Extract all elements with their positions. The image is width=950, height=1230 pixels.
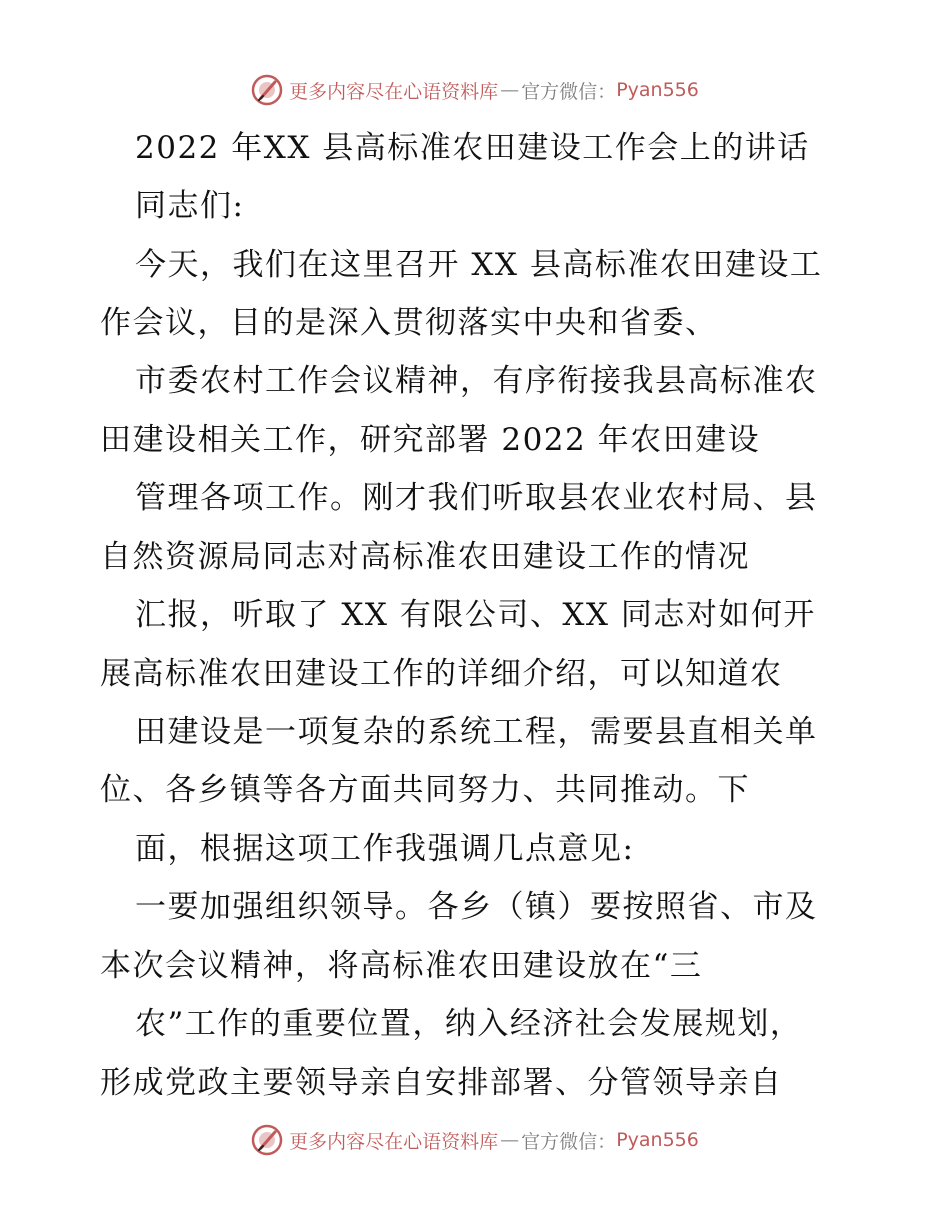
- text-line: 面，根据这项工作我强调几点意见:: [135, 831, 635, 867]
- watermark-separator: —: [500, 79, 520, 101]
- text-line: 展高标准农田建设工作的详细介绍，可以知道农: [100, 656, 783, 692]
- text-line: 今天，我们在这里召开 XX 县高标准农田建设工: [135, 247, 823, 283]
- text-line: 自然资源局同志对高标准农田建设工作的情况: [100, 539, 750, 575]
- watermark-text: 更多内容尽在心语资料库: [289, 80, 499, 103]
- watermark-text: 更多内容尽在心语资料库: [289, 1130, 499, 1153]
- watermark-footer: [0, 1120, 950, 1160]
- text-line: 管理各项工作。刚才我们听取县农业农村局、县: [135, 480, 818, 516]
- text-line: 农”工作的重要位置，纳入经济社会发展规划，: [135, 1006, 803, 1042]
- text-line: 作会议，目的是深入贯彻落实中央和省委、: [100, 305, 718, 341]
- watermark-contact-id: Pyan556: [616, 1129, 699, 1151]
- logo-icon: [251, 1124, 283, 1156]
- text-line: 田建设相关工作，研究部署 2022 年农田建设: [100, 422, 761, 458]
- watermark-separator: —: [500, 1129, 520, 1151]
- text-line: 汇报，听取了 XX 有限公司、XX 同志对如何开: [135, 597, 816, 633]
- text-line: 位、各乡镇等各方面共同努力、共同推动。下: [100, 772, 750, 808]
- document-title: 2022 年XX 县高标准农田建设工作会上的讲话: [135, 130, 810, 166]
- text-line: 田建设是一项复杂的系统工程，需要县直相关单: [135, 714, 818, 750]
- logo-icon: [251, 74, 283, 106]
- text-line: 市委农村工作会议精神，有序衔接我县高标准农: [135, 363, 818, 399]
- watermark-contact-label: 官方微信：: [521, 1130, 617, 1153]
- text-line: 本次会议精神，将高标准农田建设放在“三: [100, 948, 703, 984]
- salutation: 同志们:: [135, 188, 245, 224]
- text-line: 一要加强组织领导。各乡（镇）要按照省、市及: [135, 889, 818, 925]
- watermark-header: [0, 70, 950, 110]
- watermark-contact-id: Pyan556: [616, 79, 699, 101]
- watermark-contact-label: 官方微信：: [521, 80, 617, 103]
- text-line: 形成党政主要领导亲自安排部署、分管领导亲自: [100, 1065, 783, 1101]
